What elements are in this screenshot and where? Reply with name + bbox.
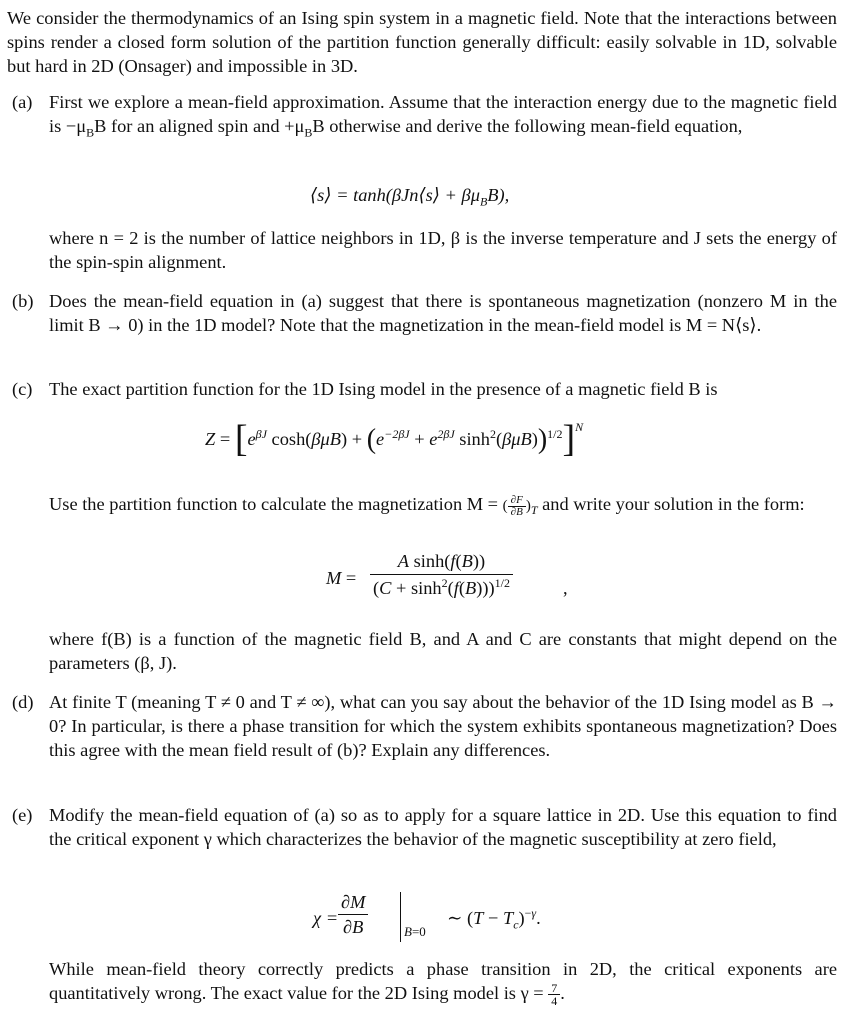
part-a-label: (a): [12, 92, 33, 112]
part-a-text-2: where n = 2 is the number of lattice neighbors in 1D, β is the inverse temperature and J sets the energy of the spin-spin alignment.: [49, 228, 837, 272]
part-b-text: Does the mean-field equation in (a) suggest that there is spontaneous magnetization (nonzero M in the limit B → 0) in the 1D model? Note that the magnetization in the mean-field model is M = N⟨s⟩.: [49, 291, 837, 335]
part-e-text-1: Modify the mean-field equation of (a) so as to apply for a square lattice in 2D. Use this equation to find the critical exponent γ which characterizes the behavior of the magnetic susceptibility at zero field,: [49, 805, 837, 849]
part-d-text: At finite T (meaning T ≠ 0 and T ≠ ∞), what can you say about the behavior of the 1D Ising model as B → 0? In particular, is there a phase transition for which the system exhibits spontaneous magnetization? Does this agree with the mean field result of (b)? Explain any differences.: [49, 692, 837, 760]
part-b-label: (b): [12, 291, 34, 311]
part-a-text: First we explore a mean-field approximation. Assume that the interaction energy due to the magnetic field is $-\mu_BB$ for an aligned spin and $+\mu_BB$ otherwise and derive the following mean-field equation,: [49, 92, 837, 140]
part-c-text-1: The exact partition function for the 1D Ising model in the presence of a magnetic field B is: [49, 379, 718, 399]
part-e-text-2: While mean-field theory correctly predicts a phase transition in 2D, the critical exponents are quantitatively wrong. The exact value for the 2D Ising model is γ = $\frac{7}{4}$ .: [49, 959, 837, 1009]
part-d-label: (d): [12, 692, 34, 712]
part-e-label: (e): [12, 805, 33, 825]
part-c-text-2: Use the partition function to calculate the magnetization M = ( $\frac{\partial F}{\partial B}$ )$_T$ and write your solution in the form:: [49, 494, 805, 519]
part-c-label: (c): [12, 379, 33, 399]
part-c-text-3: where f(B) is a function of the magnetic field B, and A and C are constants that might depend on the parameters (β, J).: [49, 629, 837, 673]
intro-paragraph: We consider the thermodynamics of an Ising spin system in a magnetic field. Note that the interactions between spins render a closed form solution of the partition function generally difficult: easily solvable in 1D, solvable but hard in 2D (Onsager) and impossible in 3D.: [7, 8, 837, 76]
